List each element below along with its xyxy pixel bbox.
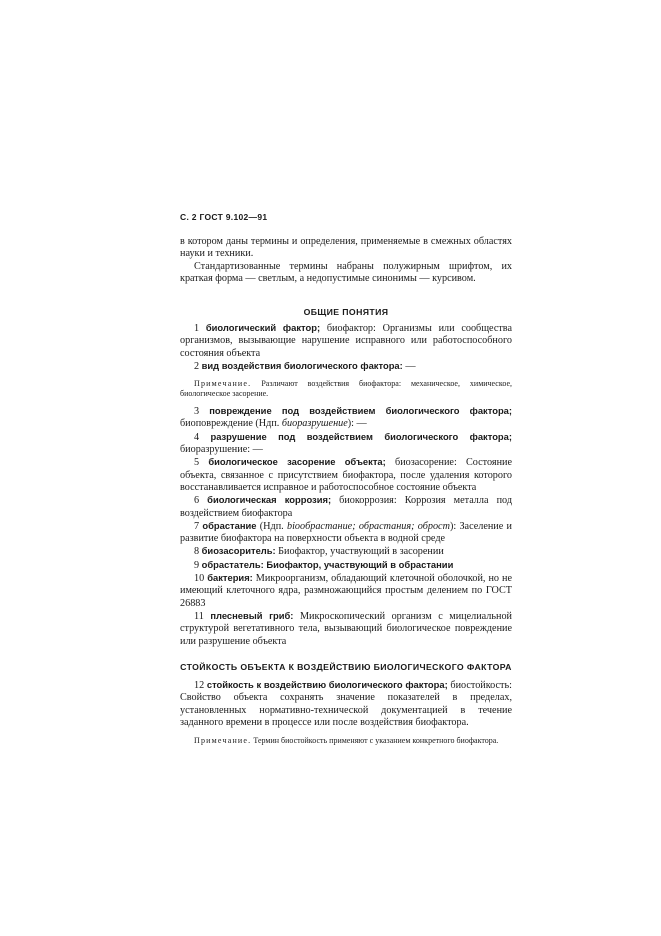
term-4: 4 разрушение под воздействием биологического фактора; биоразрушение: — [180, 430, 512, 456]
intro-paragraph-1: в котором даны термины и определения, применяемые в смежных областях науки и техники. [180, 236, 512, 260]
term-5: 5 биологическое засорение объекта; биозасорение: Состояние объекта, связанное с присутствием биофактора, после удаления которого восстанавливается исправное и работоспособное состояние объекта [180, 456, 512, 493]
note-2: Примечание. Термин биостойкость применяют с указанием конкретного биофактора. [194, 736, 499, 746]
term-10: 10 бактерия: Микроорганизм, обладающий клеточной оболочкой, но не имеющий клеточного ядра, размножающийся простым делением по ГОСТ 26883 [180, 572, 512, 609]
term-9: 9 обрастатель: Биофактор, участвующий в обрастании [194, 558, 454, 571]
intro-paragraph-2: Стандартизованные термины набраны полужирным шрифтом, их краткая форма — светлым, а недопустимые синонимы — курсивом. [180, 260, 512, 284]
term-12: 12 стойкость к воздействию биологического фактора; биостойкость: Свойство объекта сохранять значение показателей в пределах, установленных нормативно-технической документацией в течение заданного времени в процессе или после воздействия биофактора. [180, 679, 512, 728]
term-8: 8 биозасоритель: Биофактор, участвующий в засорении [194, 545, 444, 558]
page-header: С. 2 ГОСТ 9.102—91 [180, 212, 268, 222]
term-7: 7 обрастание (Ндп. biooбрастание; обрастания; оброст): Заселение и развитие биофактора на поверхности объекта в водной среде [180, 519, 512, 545]
section-heading-general: ОБЩИЕ ПОНЯТИЯ [303, 307, 389, 317]
term-3: 3 повреждение под воздействием биологического фактора; биоповреждение (Ндп. биоразрушение): — [180, 405, 513, 430]
note-1: Примечание. Различают воздействия биофактора: механическое, химическое, биологическое засорение. [180, 379, 512, 399]
term-6: 6 биологическая коррозия; биокоррозия: Коррозия металла под воздействием биофактора [180, 494, 513, 519]
intro-block [180, 236, 512, 285]
term-1: 1 биологический фактор; биофактор: Организмы или сообщества организмов, вызывающие нарушение исправного или работоспособного состояния объекта [180, 322, 513, 359]
resistance-terms-block [180, 679, 512, 746]
general-terms-block [180, 322, 512, 648]
term-11: 11 плесневый гриб: Микроскопический организм с мицелиальной структурой вегетативного тела, вызывающий биологическое повреждение или разрушение объекта [180, 609, 512, 647]
section-heading-resistance: СТОЙКОСТЬ ОБЪЕКТА К ВОЗДЕЙСТВИЮ БИОЛОГИЧЕСКОГО ФАКТОРА [180, 662, 512, 672]
term-2: 2 вид воздействия биологического фактора: — [194, 359, 416, 372]
